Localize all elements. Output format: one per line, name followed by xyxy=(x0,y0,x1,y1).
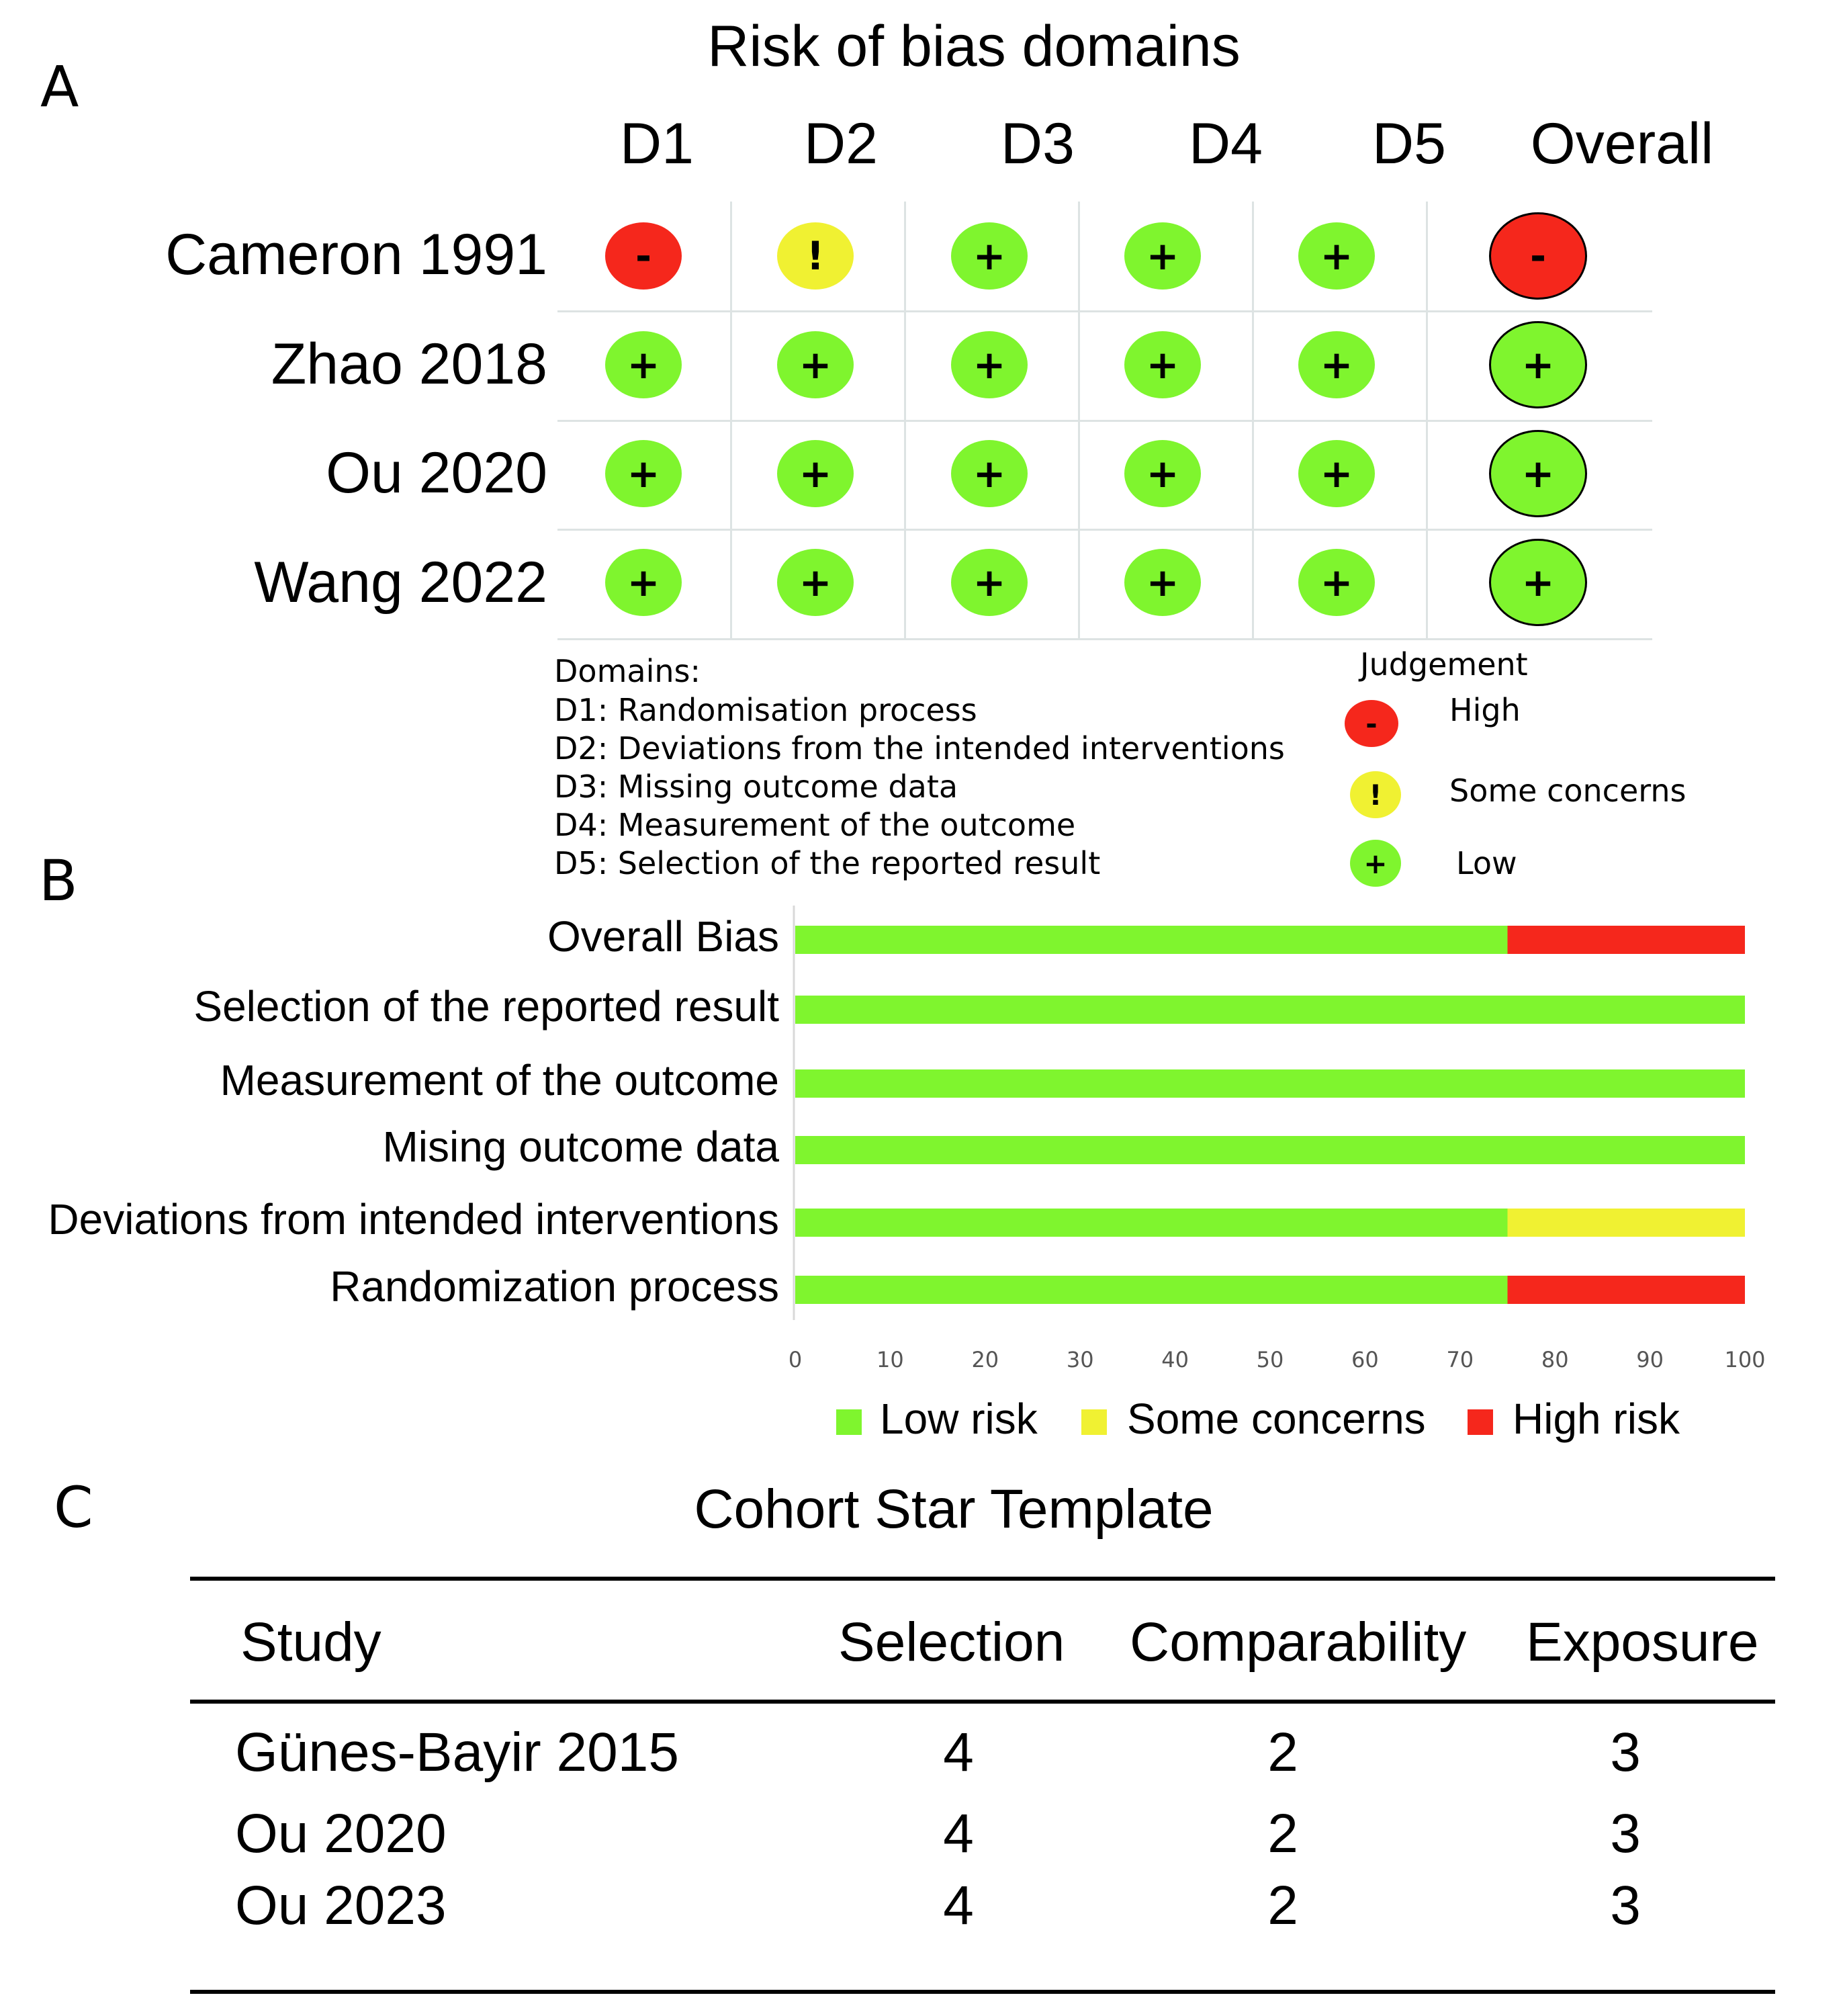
panel-label-a: A xyxy=(40,54,79,120)
risk-low-icon: + xyxy=(1298,440,1375,507)
judgement-legend-heading: Judgement xyxy=(1360,646,1528,683)
x-tick-label: 50 xyxy=(1256,1347,1284,1372)
judgement-legend-label: High xyxy=(1449,692,1521,728)
risk-low-icon: + xyxy=(951,549,1028,616)
legend-swatch-some-concerns xyxy=(1081,1409,1107,1435)
risk-low-icon: + xyxy=(1298,222,1375,290)
x-tick-label: 70 xyxy=(1446,1347,1474,1372)
judgement-legend-label: Low xyxy=(1456,845,1517,881)
risk-low-icon: + xyxy=(1124,549,1201,616)
bar-segment-high xyxy=(1508,1276,1746,1304)
bar-segment-low xyxy=(795,1069,1745,1098)
risk-high-icon: - xyxy=(605,222,682,290)
judgement-some-concerns-icon: ! xyxy=(1350,771,1401,818)
risk-high-icon: - xyxy=(1489,212,1587,300)
x-tick-label: 20 xyxy=(971,1347,999,1372)
cell-comparability: 2 xyxy=(1267,1722,1298,1783)
domains-legend-heading: Domains: xyxy=(554,653,701,689)
x-tick-label: 30 xyxy=(1066,1347,1094,1372)
legend-swatch-low-risk xyxy=(836,1409,862,1435)
panel-c-title: Cohort Star Template xyxy=(694,1479,1214,1540)
bar-segment-low xyxy=(795,1136,1745,1164)
risk-low-icon: + xyxy=(605,549,682,616)
domain-header: Overall xyxy=(1530,112,1714,176)
legend-label: High risk xyxy=(1513,1395,1680,1443)
legend-label: Some concerns xyxy=(1127,1395,1426,1443)
risk-low-icon: + xyxy=(1124,222,1201,290)
risk-low-icon: + xyxy=(1298,549,1375,616)
bar-segment-high xyxy=(1508,926,1746,954)
cell-study: Ou 2020 xyxy=(235,1803,447,1864)
bar-category-label: Randomization process xyxy=(330,1262,779,1311)
domains-legend-item: D5: Selection of the reported result xyxy=(554,845,1101,881)
panel-label-b: B xyxy=(39,848,78,914)
judgement-legend-label: Some concerns xyxy=(1449,773,1686,809)
bar-segment-low xyxy=(795,1209,1508,1237)
panel-a-title: Risk of bias domains xyxy=(707,14,1241,79)
study-label: Ou 2020 xyxy=(326,441,547,505)
bar-segment-low xyxy=(795,1276,1508,1304)
x-tick-label: 10 xyxy=(876,1347,904,1372)
risk-low-icon: + xyxy=(777,549,854,616)
table-header-study: Study xyxy=(240,1612,381,1673)
table-header-rule xyxy=(190,1700,1775,1704)
risk-low-icon: + xyxy=(777,440,854,507)
bar-category-label: Deviations from intended interventions xyxy=(48,1195,779,1243)
table-bottom-rule xyxy=(190,1990,1775,1994)
risk-low-icon: + xyxy=(1124,331,1201,398)
risk-some-icon: ! xyxy=(777,222,854,290)
x-tick-label: 40 xyxy=(1161,1347,1189,1372)
panel-label-c: C xyxy=(54,1475,93,1540)
table-header-exposure: Exposure xyxy=(1526,1612,1759,1673)
risk-low-icon: + xyxy=(1489,539,1587,626)
domain-header: D2 xyxy=(804,112,878,176)
risk-low-icon: + xyxy=(951,222,1028,290)
risk-low-icon: + xyxy=(1124,440,1201,507)
domain-header: D3 xyxy=(1001,112,1075,176)
judgement-high-icon: - xyxy=(1345,700,1398,747)
domains-legend-item: D2: Deviations from the intended interventions xyxy=(554,730,1285,766)
risk-low-icon: + xyxy=(777,331,854,398)
bar-segment-low xyxy=(795,926,1508,954)
bar-segment-some xyxy=(1508,1209,1746,1237)
cell-comparability: 2 xyxy=(1267,1875,1298,1936)
domains-legend-item: D4: Measurement of the outcome xyxy=(554,807,1076,843)
cell-selection: 4 xyxy=(943,1875,974,1936)
domain-header: D5 xyxy=(1372,112,1446,176)
risk-low-icon: + xyxy=(1298,331,1375,398)
risk-low-icon: + xyxy=(1489,321,1587,408)
domains-legend-item: D1: Randomisation process xyxy=(554,692,977,728)
cell-selection: 4 xyxy=(943,1803,974,1864)
risk-low-icon: + xyxy=(951,440,1028,507)
bar-category-label: Selection of the reported result xyxy=(193,982,779,1031)
risk-low-icon: + xyxy=(951,331,1028,398)
risk-low-icon: + xyxy=(1489,430,1587,517)
study-label: Wang 2022 xyxy=(254,550,547,615)
study-label: Cameron 1991 xyxy=(165,222,547,287)
x-tick-label: 0 xyxy=(788,1347,803,1372)
bar-category-label: Measurement of the outcome xyxy=(220,1056,779,1104)
cell-exposure: 3 xyxy=(1610,1803,1641,1864)
risk-low-icon: + xyxy=(605,331,682,398)
cell-study: Günes-Bayir 2015 xyxy=(235,1722,679,1783)
x-tick-label: 90 xyxy=(1636,1347,1664,1372)
domain-header: D1 xyxy=(620,112,694,176)
judgement-low-icon: + xyxy=(1350,840,1401,887)
table-header-comparability: Comparability xyxy=(1130,1612,1467,1673)
cell-comparability: 2 xyxy=(1267,1803,1298,1864)
risk-low-icon: + xyxy=(605,440,682,507)
bar-segment-low xyxy=(795,996,1745,1024)
x-tick-label: 80 xyxy=(1541,1347,1569,1372)
bar-category-label: Mising outcome data xyxy=(382,1123,779,1171)
cell-study: Ou 2023 xyxy=(235,1875,447,1936)
cell-exposure: 3 xyxy=(1610,1875,1641,1936)
legend-swatch-high-risk xyxy=(1468,1409,1493,1435)
legend-label: Low risk xyxy=(880,1395,1038,1443)
cell-exposure: 3 xyxy=(1610,1722,1641,1783)
study-label: Zhao 2018 xyxy=(271,332,547,396)
x-tick-label: 60 xyxy=(1351,1347,1379,1372)
cell-selection: 4 xyxy=(943,1722,974,1783)
domains-legend-item: D3: Missing outcome data xyxy=(554,769,958,805)
bar-category-label: Overall Bias xyxy=(547,912,779,961)
table-header-selection: Selection xyxy=(838,1612,1065,1673)
table-top-rule xyxy=(190,1577,1775,1581)
x-tick-label: 100 xyxy=(1724,1347,1766,1372)
domain-header: D4 xyxy=(1189,112,1263,176)
